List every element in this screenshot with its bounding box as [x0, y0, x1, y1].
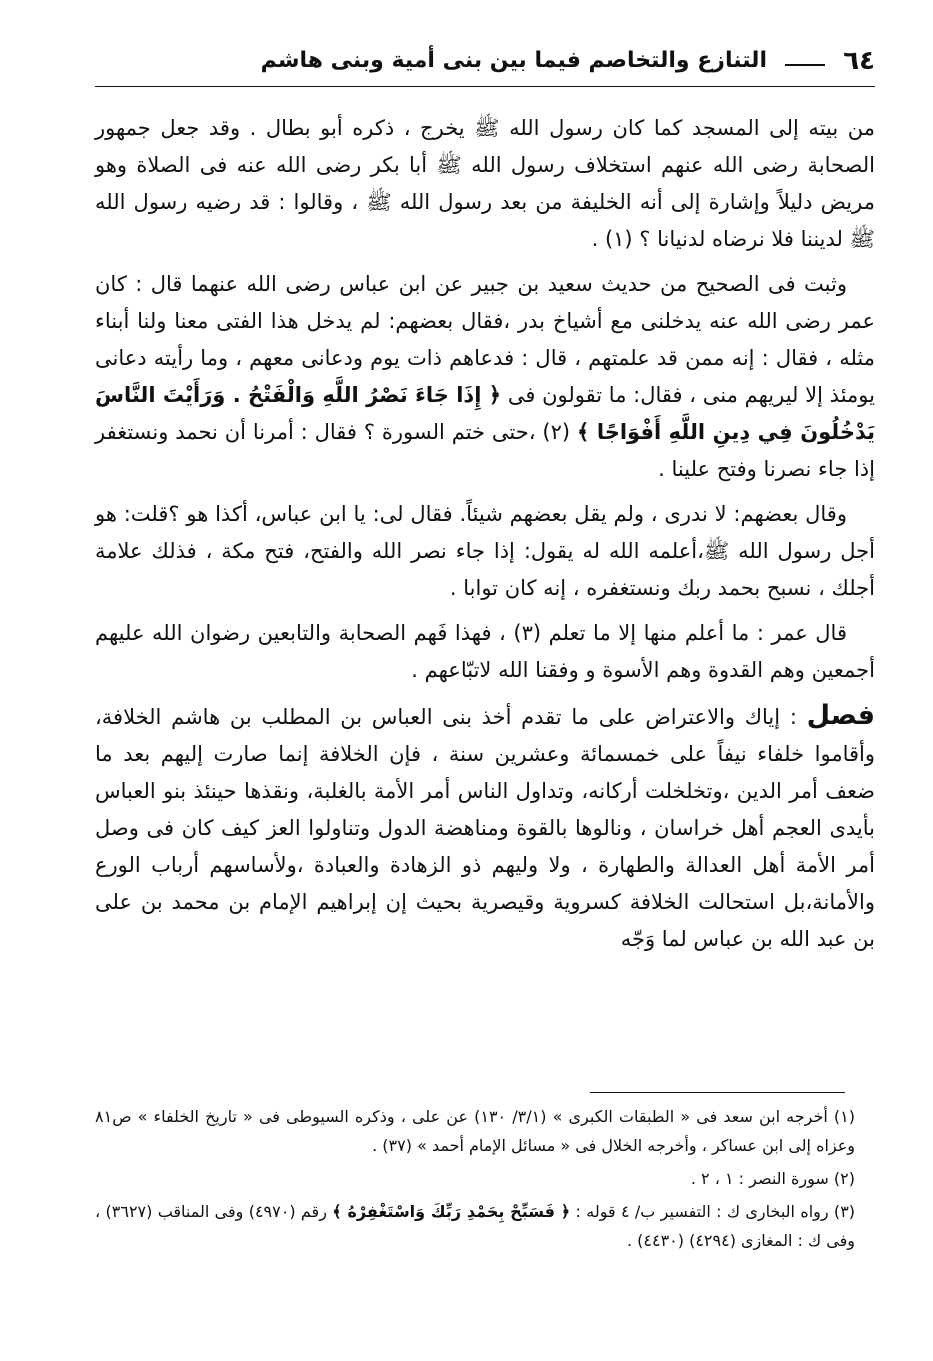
paragraph-2 — [95, 266, 875, 488]
footnote-2: (٢) سورة النصر : ١ ، ٢ . — [690, 1169, 855, 1188]
paragraph-1: من بيته إلى المسجد كما كان رسول الله ﷺ يخرج ، ذكره أبو بطال . وقد جعل جمهور الصحابة رضى الله عنهم استخلاف رسول الله ﷺ أبا بكر رضى الله عنه فى الصلاة وهو مريض دليلاً وإشارة إلى أنه الخليفة من بعد رسول الله ﷺ ، وقالوا : قد رضيه رسول الله ﷺ لديننا فلا نرضاه لدنيانا ؟ (١) . — [95, 116, 875, 251]
page-number: ٦٤ — [843, 46, 875, 76]
footnote-separator — [590, 1092, 845, 1093]
paragraph-3: وقال بعضهم: لا ندرى ، ولم يقل بعضهم شيئاً. فقال لى: يا ابن عباس، أكذا هو ؟قلت: هو أجل رسول الله ﷺ،أعلمه الله له يقول: إذا جاء نصر الله والفتح، فتح مكة ، فذلك علامة أجلك ، نسبح بحمد ربك ونستغفره ، إنه كان توابا . — [95, 502, 875, 600]
paragraph-2-text-a: وثبت فى الصحيح من حديث سعيد بن جبير عن ابن عباس رضى الله عنهما قال : كان عمر رضى الله عنه يدخلنى مع أشياخ بدر ،فقال بعضهم: لم يدخل هذا الفتى معنا ولنا أبناء مثله ، فقال : إنه ممن قد علمتهم ، قال : فدعاهم ذات يوم ودعانى معهم ، وما رأيته دعانى يومئذ إلا ليريهم منى ، فقال: ما تقولون فى — [95, 272, 875, 407]
footnote-1: (١) أخرجه ابن سعد فى « الطبقات الكبرى » (٣/١/ ١٣٠) عن على ، وذكره السيوطى فى « تاريخ الخلفاء » ص٨١ وعزاه إلى ابن عساكر ، وأخرجه الخلال فى « مسائل الإمام أحمد » (٣٧) . — [95, 1107, 856, 1155]
section-heading-fasl: فصل — [806, 700, 875, 731]
paragraph-4: قال عمر : ما أعلم منها إلا ما تعلم (٣) ، فهذا فَهم الصحابة والتابعين رضوان الله عليهم أجمعين وهم القدوة وهم الأسوة و وفقنا الله لاتبّاعهم . — [95, 621, 875, 682]
header-rule — [95, 86, 875, 87]
main-text — [95, 110, 875, 966]
footnote-3 — [95, 1197, 855, 1255]
running-title: التنازع والتخاصم فيما بين بنى أمية وبنى هاشم — [260, 48, 767, 73]
footnote-3-quran: ﴿ فَسَبِّحْ بِحَمْدِ رَبِّكَ وَاسْتَغْفِرْهُ ﴾ — [332, 1202, 571, 1221]
footnote-3-text-a: (٣) رواه البخارى ك : التفسير ب/ ٤ قوله : — [575, 1202, 856, 1221]
header-dash — [785, 64, 825, 66]
paragraph-5-text: : إياك والاعتراض على ما تقدم أخذ بنى العباس بن المطلب بن هاشم الخلافة، وأقاموا خلفاء نيفاً على خمسمائة وعشرين سنة ، فإن الخلافة إنما صارت إليهم بعد ما ضعف أمر الدين ،وتخلخلت أركانه، وتداول الناس أمر الأمة بالغلبة، ونقذها حينئذ بنو العباس بأيدى العجم أهل خراسان ، ونالوها بالقوة ومناهضة الدول وتناولوا العز كيف كان فى وصل أمر الأمة أهل العدالة والطهارة ، ولا وليهم ذو الزهادة والعبادة ،ولأساسهم أرباب الورع والأمانة،بل استحالت الخلافة كسروية وقيصرية بحيث إن إبراهيم الإمام بن محمد بن على بن عبد الله بن عباس لما وَجّه — [95, 705, 875, 951]
footnote-3-text-b: رقم (٤٩٧٠) وفى المناقب (٣٦٢٧) ، وفى ك : المغازى (٤٢٩٤) (٤٤٣٠) . — [95, 1202, 855, 1250]
paragraph-2-text-b: (٢) ،حتى ختم السورة ؟ فقال : أمرنا أن نحمد ونستغفر إذا جاء نصرنا وفتح علينا . — [95, 420, 875, 481]
quran-verse: ﴿ إِذَا جَاءَ نَصْرُ اللَّهِ وَالْفَتْحُ . وَرَأَيْتَ النَّاسَ يَدْخُلُونَ فِي دِينِ اللَّهِ أَفْوَاجًا ﴾ — [95, 383, 876, 444]
page-header — [95, 40, 875, 86]
footnotes — [95, 1102, 855, 1259]
paragraph-5 — [95, 697, 875, 958]
